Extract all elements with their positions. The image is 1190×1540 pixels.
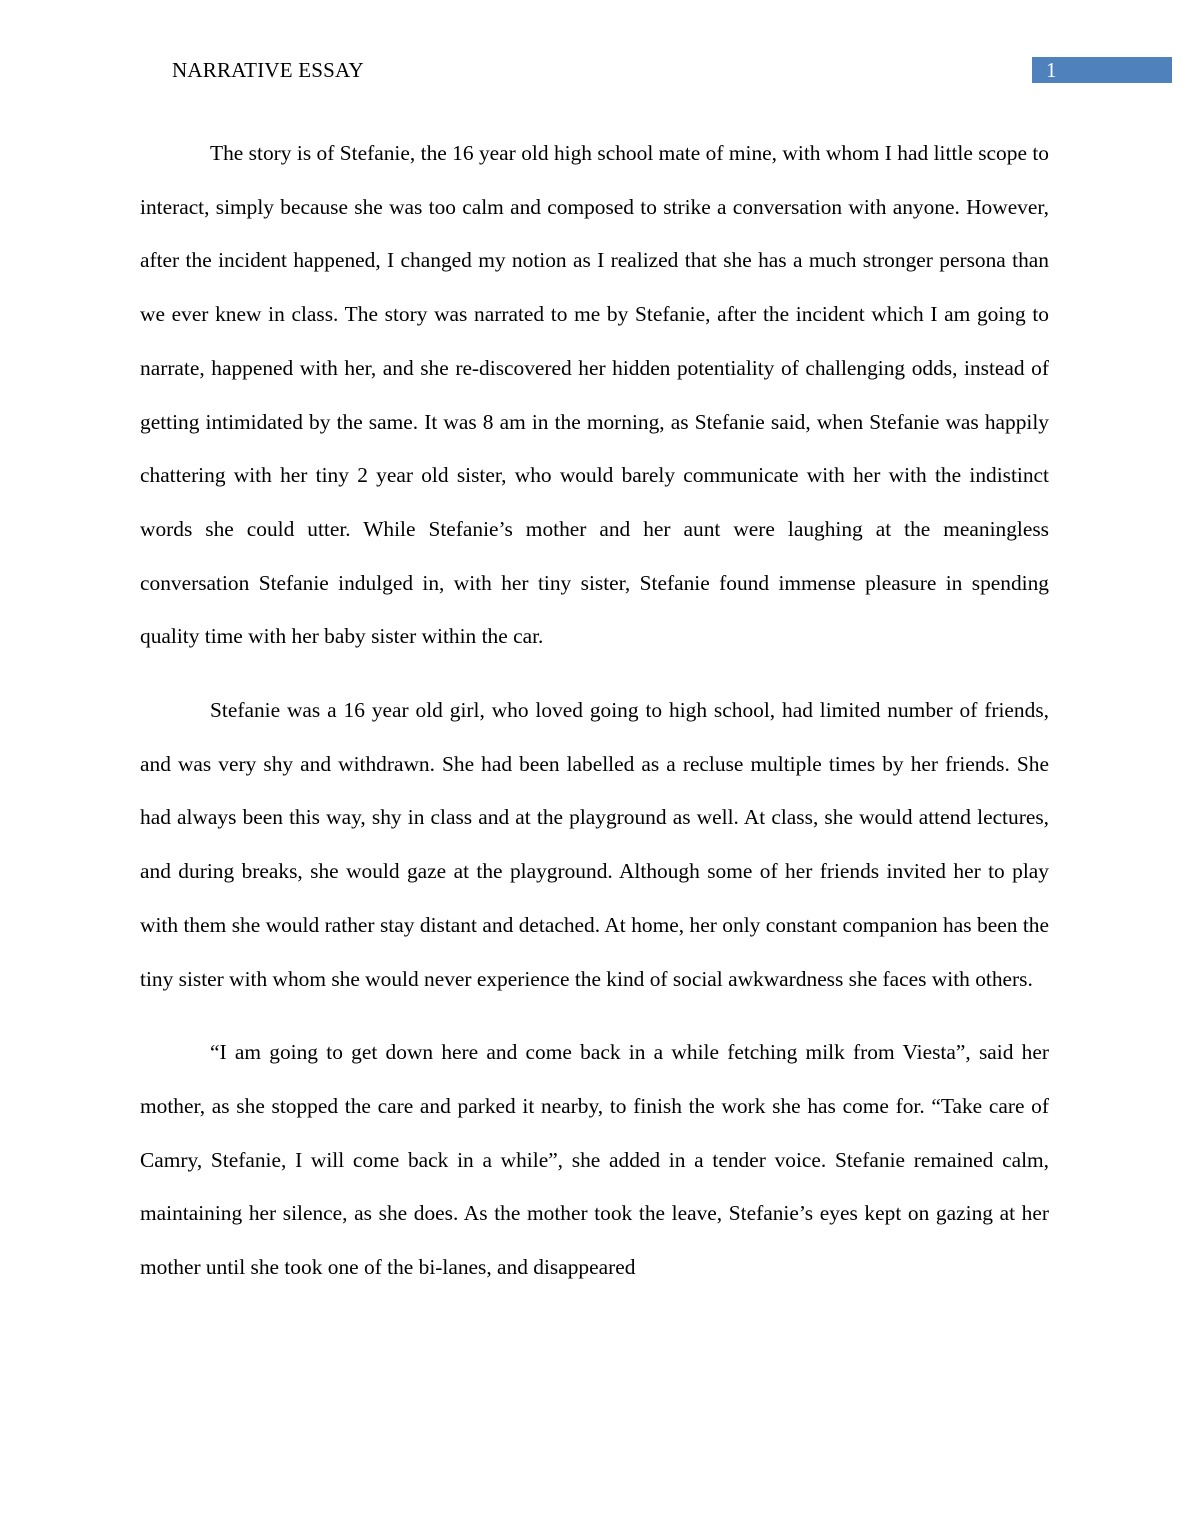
paragraph-3: “I am going to get down here and come back in a while fetching milk from Viesta”, said her mother, as she stopped the care and parked it nearby, to finish the work she has come for. “Take care of Camry, Stefanie, I will come back in a while”, she added in a tender voice. Stefanie remained calm, maintaining her silence, as she does. As the mother took the leave, Stefanie’s eyes kept on gazing at her mother until she took one of the bi-lanes, and disappeared [140, 1040, 1049, 1280]
paragraph-1: The story is of Stefanie, the 16 year old high school mate of mine, with whom I had little scope to interact, simply because she was too calm and composed to strike a conversation with anyone. However, after the incident happened, I changed my notion as I realized that she has a much stronger persona than we ever knew in class. The story was narrated to me by Stefanie, after the incident which I am going to narrate, happened with her, and she re-discovered her hidden potentiality of challenging odds, instead of getting intimidated by the same. It was 8 am in the morning, as Stefanie said, when Stefanie was happily chattering with her tiny 2 year old sister, who would barely communicate with her with the indistinct words she could utter. While Stefanie’s mother and her aunt were laughing at the meaningless conversation Stefanie indulged in, with her tiny sister, Stefanie found immense pleasure in spending quality time with her baby sister within the car. [140, 141, 1049, 649]
paragraph-2: Stefanie was a 16 year old girl, who loved going to high school, had limited number of friends, and was very shy and withdrawn. She had been labelled as a recluse multiple times by her friends. She had always been this way, shy in class and at the playground as well. At class, she would attend lectures, and during breaks, she would gaze at the playground. Although some of her friends invited her to play with them she would rather stay distant and detached. At home, her only constant companion has been the tiny sister with whom she would never experience the kind of social awkwardness she faces with others. [140, 698, 1049, 991]
essay-body [140, 127, 1049, 1315]
page-number: 1 [1046, 58, 1057, 82]
running-head: NARRATIVE ESSAY [172, 58, 364, 82]
page-number-box [1032, 57, 1172, 83]
